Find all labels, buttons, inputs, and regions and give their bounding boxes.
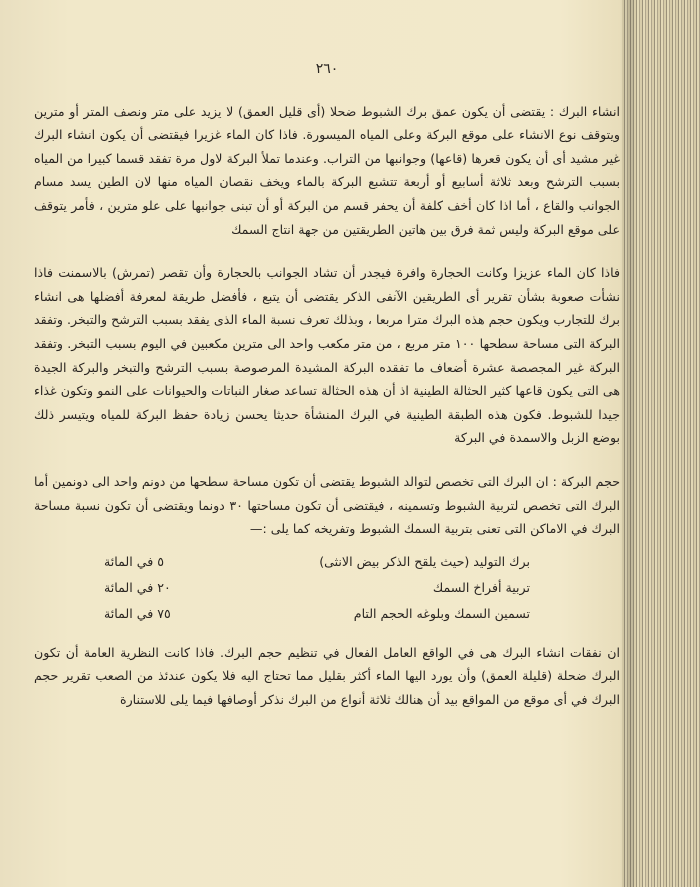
section-heading-pond-construction: انشاء البرك : <box>549 103 620 119</box>
paragraph-stone-ponds: فاذا كان الماء عزيزا وكانت الحجارة وافرة فيجدر أن تشاد الجوانب بالحجارة وأن تقصر (تمرش) بالاسمنت فاذا نشأت صعوبة بشأن تقرير أى الطريقين الآنفى الذكر يقتضى أن يتبع ، فأفضل طريقة لمعرفة أفضلها هى انشاء برك للتجارب ويكون حجم هذه البرك مترا مربعا ، وبذلك تعرف نسبة الماء الذى يفقد بسبب الترشح والتبخر. وتفقد البركة التى مساحة سطحها ١٠٠ متر مربع ، من متر مكعب واحد الى مترين مكعبين في اليوم بسبب التبخر. وتفقد البركة غير المجصصة عشرة أضعاف ما تفقده البركة المشيدة المرصوصة بسبب الترشح والتبخر والبركة الجيدة هى التى يكون قاعها كثير الحثالة الطينية اذ أن هذه الحثالة تساعد صغار النباتات والحيوانات على النمو وتكون غذاء جيدا للشبوط. فكون هذه الطبقة الطينية في البرك المنشأة حديثا يحسن زيادة حفظ البركة للمياه ويتيسر ذلك بوضع الزبل والاسمدة في البركة <box>34 265 620 446</box>
table-row-label: برك التوليد (حيث يلقح الذكر بيض الانثى) <box>319 553 530 569</box>
page-gutter-shadow <box>620 0 634 887</box>
table-row-value: ٥ في المائة <box>104 553 165 569</box>
page-number: ٢٦٠ <box>315 61 339 77</box>
pond-ratio-table <box>104 549 530 627</box>
table-row-label: تربية أفراخ السمك <box>432 579 530 595</box>
paragraph-text: يقتضى أن يكون عمق برك الشبوط ضحلا (أى قليل العمق) لا يزيد على متر ونصف المتر أو مترين ويتوقف نوع الانشاء على موقع البركة وعلى المياه الميسورة. فاذا كان الماء غزيرا فيقتضى أن يكون انشاء البرك غير مشيد أى أن يكون قعرها (قاعها) وجوانبها من التراب. وعندما تملأ البركة لاول مرة تفقد قسما كبيرا من المياه بسبب الترشح وبعد ثلاثة أسابيع أو أربعة تتشبع البركة بالماء ويخف نقصان المياه منها لان الطين يسد مسام الجوانب والقاع ، أما اذا كان أخف كلفة أن يحفر قسم من البركة أو أن تبنى جوانبها على علو مترين ، فأمر يتوقف على موقع البركة وليس ثمة فرق بين هاتين الطريقتين من جهة انتاج السمك <box>34 103 620 237</box>
paragraph-pond-size <box>34 470 620 541</box>
table-row-value: ٢٠ في المائة <box>104 579 171 595</box>
paragraph-pond-construction <box>34 100 620 242</box>
paragraph-construction-costs: ان نفقات انشاء البرك هى في الواقع العامل الفعال في تنظيم حجم البرك. فاذا كانت النظرية العامة أن تكون البرك ضحلة (قليلة العمق) وأن يورد اليها الماء أكثر بقليل مما تحتاج اليه فلا يكون عندئذ من الصعب تقرير حجم البرك في أى موقع من المواقع بيد أن هنالك ثلاثة أنواع من البرك نذكر أوصافها فيما يلى للاستنارة <box>34 644 620 707</box>
paragraph-text: ان البرك التى تخصص لتوالد الشبوط يقتضى أن تكون مساحة سطحها من دونم واحد الى دونمين أما البرك التى تخصص لتربية الشبوط وتسمينه ، فيقتضى أن تكون مساحتها ٣٠ دونما ويقتضى أن تكون نسبة مساحة البرك في الاماكن التى تعنى بتربية السمك الشبوط وتفريخه كما يلى :— <box>34 473 620 537</box>
table-row <box>104 575 530 601</box>
table-row <box>104 549 530 575</box>
section-heading-pond-size: حجم البركة : <box>552 473 620 489</box>
table-row <box>104 601 530 627</box>
book-page-text <box>34 58 620 731</box>
table-row-label: تسمين السمك وبلوغه الحجم التام <box>353 605 530 621</box>
table-row-value: ٧٥ في المائة <box>104 605 171 621</box>
